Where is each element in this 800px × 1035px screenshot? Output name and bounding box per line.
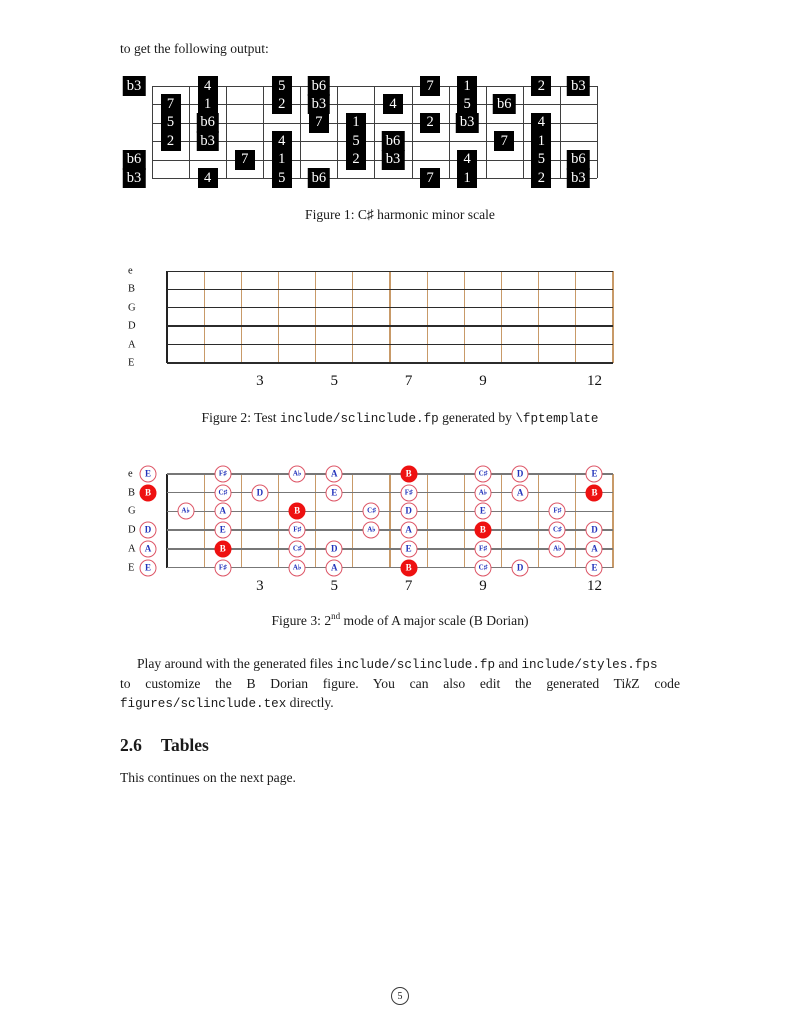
nut-line [166, 271, 168, 363]
note-label: B [294, 505, 301, 516]
root-note-circle [586, 484, 603, 501]
figure2-fretboard [120, 262, 630, 394]
scale-degree-box: 5 [531, 150, 551, 170]
scale-degree-box: b6 [196, 113, 219, 133]
figure1-fretboard [120, 75, 620, 197]
note-circle [289, 559, 306, 576]
scale-degree-box: b6 [567, 150, 590, 170]
note-label: D [516, 562, 524, 572]
note-circle [326, 466, 343, 483]
note-circle [400, 540, 417, 557]
fret-line [278, 474, 279, 568]
fret-line [486, 86, 487, 178]
scale-degree-box: 2 [531, 168, 551, 188]
fret-line [263, 86, 264, 178]
scale-degree-box: 1 [531, 131, 551, 151]
scale-degree-box: b3 [308, 94, 331, 114]
note-label: E [591, 562, 598, 572]
note-circle [586, 522, 603, 539]
string-line [167, 548, 613, 550]
note-circle [549, 522, 566, 539]
string-label: A [128, 339, 136, 351]
figure3-caption: Figure 3: 2nd mode of A major scale (B Dorian) [271, 611, 529, 628]
note-label: A♭ [292, 469, 302, 478]
fret-number: 9 [479, 373, 487, 389]
scale-degree-box: b6 [123, 150, 146, 170]
note-circle [586, 559, 603, 576]
note-label: C♯ [478, 469, 488, 478]
scale-degree-box: b3 [196, 131, 219, 151]
fret-line [204, 474, 205, 568]
note-label: B [405, 562, 412, 572]
fret-line [464, 474, 465, 568]
string-line [167, 492, 613, 494]
scale-degree-box: b3 [456, 113, 479, 133]
note-label: A♭ [181, 506, 190, 515]
note-circle [214, 484, 231, 501]
note-label: A♭ [367, 525, 376, 534]
fret-line [337, 86, 338, 178]
page-number-badge [391, 987, 409, 1005]
note-label: F♯ [293, 525, 301, 534]
fret-line [374, 86, 375, 178]
fret-line [189, 86, 190, 178]
fret-line [501, 474, 502, 568]
fret-line [152, 86, 153, 178]
scale-degree-box: 7 [309, 113, 329, 133]
root-note-circle [400, 559, 417, 576]
note-circle [400, 484, 417, 501]
note-label: A [331, 468, 338, 479]
string-label: B [128, 487, 136, 499]
note-label: A♭ [478, 488, 488, 497]
scale-degree-box: 1 [198, 94, 218, 114]
note-label: D [516, 468, 524, 479]
section-title: Tables [160, 735, 209, 755]
string-line [167, 289, 613, 290]
scale-degree-box: 5 [272, 76, 292, 96]
note-label: E [331, 487, 338, 498]
note-circle [140, 522, 157, 539]
note-label: A♭ [553, 544, 562, 553]
fret-number: 5 [330, 373, 338, 389]
scale-degree-box: 4 [531, 113, 551, 133]
scale-degree-box: b3 [123, 76, 146, 96]
note-label: B [479, 524, 486, 535]
note-label: D [256, 487, 264, 498]
note-circle [214, 559, 231, 576]
note-circle [586, 466, 603, 483]
note-circle [214, 503, 231, 520]
note-label: A [516, 487, 524, 498]
paragraph-line-1: Play around with the generated files include/sclinclude.fp and include/styles.fps [137, 656, 658, 672]
fret-line [241, 474, 242, 568]
figure3-fretboard [120, 465, 630, 597]
figure1-caption: Figure 1: C♯ harmonic minor scale [305, 207, 495, 222]
fret-line [352, 271, 353, 363]
scale-degree-box: 4 [198, 168, 218, 188]
note-label: D [144, 524, 152, 535]
note-circle [289, 540, 306, 557]
scale-degree-box: 5 [272, 168, 292, 188]
string-label: D [128, 320, 136, 332]
fret-line [352, 474, 353, 568]
string-line [167, 567, 613, 569]
section-heading [120, 735, 209, 756]
note-label: F♯ [218, 563, 227, 571]
note-label: C♯ [553, 525, 562, 534]
note-circle [400, 503, 417, 520]
string-line [152, 178, 597, 179]
scale-degree-box: 7 [420, 76, 440, 96]
fret-line [241, 271, 242, 363]
fret-number: 3 [256, 577, 264, 594]
note-label: D [405, 505, 412, 516]
note-label: E [591, 468, 598, 479]
note-circle [326, 540, 343, 557]
note-label: A [405, 524, 412, 535]
fret-number: 7 [404, 577, 413, 594]
root-note-circle [400, 466, 417, 483]
note-circle [474, 484, 491, 501]
fret-line [278, 271, 279, 363]
note-label: A♭ [292, 563, 302, 571]
note-label: E [144, 562, 151, 572]
string-line [167, 362, 613, 364]
scale-degree-box: 2 [161, 131, 181, 151]
figure2-caption: Figure 2: Test include/sclinclude.fp generated by \fptemplate [201, 410, 599, 426]
note-label: E [479, 505, 486, 516]
note-circle [289, 466, 306, 483]
note-label: C♯ [292, 544, 302, 553]
note-circle [214, 522, 231, 539]
scale-degree-box: 4 [383, 94, 403, 114]
fret-number: 7 [404, 373, 413, 389]
string-line [167, 344, 613, 346]
note-circle [140, 559, 157, 576]
note-label: B [144, 487, 151, 498]
note-circle [140, 466, 157, 483]
note-circle [400, 522, 417, 539]
note-circle [363, 503, 380, 520]
note-label: E [219, 524, 226, 535]
fret-line [597, 86, 598, 178]
fret-number: 3 [256, 373, 264, 389]
fret-line [612, 271, 613, 363]
fret-line [226, 86, 227, 178]
string-line [167, 307, 613, 308]
string-label: B [128, 283, 136, 295]
page-number: 5 [397, 990, 403, 1002]
note-label: B [405, 468, 412, 479]
string-line [167, 271, 613, 272]
string-line [167, 325, 613, 327]
root-note-circle [289, 503, 306, 520]
note-circle [214, 466, 231, 483]
scale-degree-box: 5 [161, 113, 181, 133]
note-label: F♯ [218, 469, 227, 478]
fret-number: 9 [479, 577, 487, 594]
scale-degree-box: 5 [346, 131, 366, 151]
fret-line [575, 271, 576, 363]
fret-line [427, 271, 428, 363]
note-label: A [331, 562, 338, 572]
note-label: F♯ [479, 544, 487, 553]
scale-degree-box: b3 [567, 168, 590, 188]
fret-line [412, 86, 413, 178]
note-label: A [219, 505, 226, 516]
fret-line [315, 271, 316, 363]
note-label: F♯ [404, 488, 413, 497]
string-line [167, 529, 613, 531]
note-label: F♯ [553, 506, 562, 515]
fret-number: 5 [330, 577, 338, 594]
paragraph-line-3: figures/sclinclude.tex directly. [120, 695, 334, 711]
note-circle [586, 540, 603, 557]
fret-line [449, 86, 450, 178]
scale-degree-box: 7 [235, 150, 255, 170]
note-label: C♯ [478, 563, 488, 571]
root-note-circle [214, 540, 231, 557]
fret-line [575, 474, 576, 568]
scale-degree-box: 1 [346, 113, 366, 133]
note-circle [474, 466, 491, 483]
fret-line [523, 86, 524, 178]
scale-degree-box: b6 [493, 94, 516, 114]
note-circle [474, 503, 491, 520]
scale-degree-box: 1 [457, 76, 477, 96]
fret-line [612, 474, 613, 568]
scale-degree-box: 5 [457, 94, 477, 114]
fret-line [300, 86, 301, 178]
note-label: A [144, 543, 152, 554]
scale-degree-box: 2 [272, 94, 292, 114]
scale-degree-box: 7 [161, 94, 181, 114]
note-circle [251, 484, 268, 501]
nut-line [166, 474, 168, 568]
scale-degree-box: 7 [420, 168, 440, 188]
fret-line [538, 474, 539, 568]
scale-degree-box: 4 [457, 150, 477, 170]
string-line [167, 473, 613, 475]
string-label: G [128, 505, 136, 517]
note-circle [289, 522, 306, 539]
closing-text: This continues on the next page. [120, 770, 296, 785]
scale-degree-box: b3 [123, 168, 146, 188]
note-label: A [591, 543, 598, 554]
fret-line [315, 474, 316, 568]
scale-degree-box: 2 [420, 113, 440, 133]
note-circle [326, 559, 343, 576]
intro-text: to get the following output: [120, 41, 269, 56]
section-number: 2.6 [120, 735, 142, 755]
root-note-circle [140, 484, 157, 501]
note-label: B [591, 487, 598, 498]
root-note-circle [474, 522, 491, 539]
note-circle [363, 522, 380, 539]
fret-number: 12 [586, 577, 602, 594]
string-label: e [128, 265, 133, 277]
note-label: C♯ [367, 506, 376, 515]
scale-degree-box: 1 [272, 150, 292, 170]
fret-line [427, 474, 428, 568]
string-label: e [128, 468, 133, 480]
fret-line [501, 271, 502, 363]
scale-degree-box: 7 [494, 131, 514, 151]
fret-line [464, 271, 465, 363]
string-line [167, 511, 613, 513]
scale-degree-box: 1 [457, 168, 477, 188]
note-circle [177, 503, 194, 520]
note-circle [326, 484, 343, 501]
fret-number: 12 [586, 373, 602, 389]
scale-degree-box: b6 [308, 76, 331, 96]
paragraph-line-2: to customize the B Dorian figure. You can also edit the generated TikZ code [120, 675, 680, 691]
note-label: D [331, 543, 338, 554]
note-label: D [591, 524, 598, 535]
scale-degree-box: 2 [346, 150, 366, 170]
scale-degree-box: 4 [272, 131, 292, 151]
note-circle [512, 484, 529, 501]
scale-degree-box: b6 [308, 168, 331, 188]
fret-line [204, 271, 205, 363]
scale-degree-box: b3 [382, 150, 405, 170]
note-circle [549, 540, 566, 557]
note-circle [549, 503, 566, 520]
note-label: B [219, 543, 226, 554]
note-circle [474, 559, 491, 576]
fret-line [560, 86, 561, 178]
fret-line [538, 271, 539, 363]
note-circle [474, 540, 491, 557]
scale-degree-box: b3 [567, 76, 590, 96]
string-label: G [128, 302, 136, 314]
note-label: E [405, 543, 412, 554]
string-label: D [128, 524, 136, 536]
fret-line [389, 271, 390, 363]
scale-degree-box: 2 [531, 76, 551, 96]
fret-line [389, 474, 390, 568]
scale-degree-box: b6 [382, 131, 405, 151]
note-label: E [144, 468, 151, 479]
scale-degree-box: 4 [198, 76, 218, 96]
note-circle [512, 466, 529, 483]
string-label: E [128, 357, 135, 369]
string-label: E [128, 562, 135, 573]
note-circle [512, 559, 529, 576]
note-label: C♯ [218, 488, 228, 497]
string-label: A [128, 543, 136, 555]
note-circle [140, 540, 157, 557]
